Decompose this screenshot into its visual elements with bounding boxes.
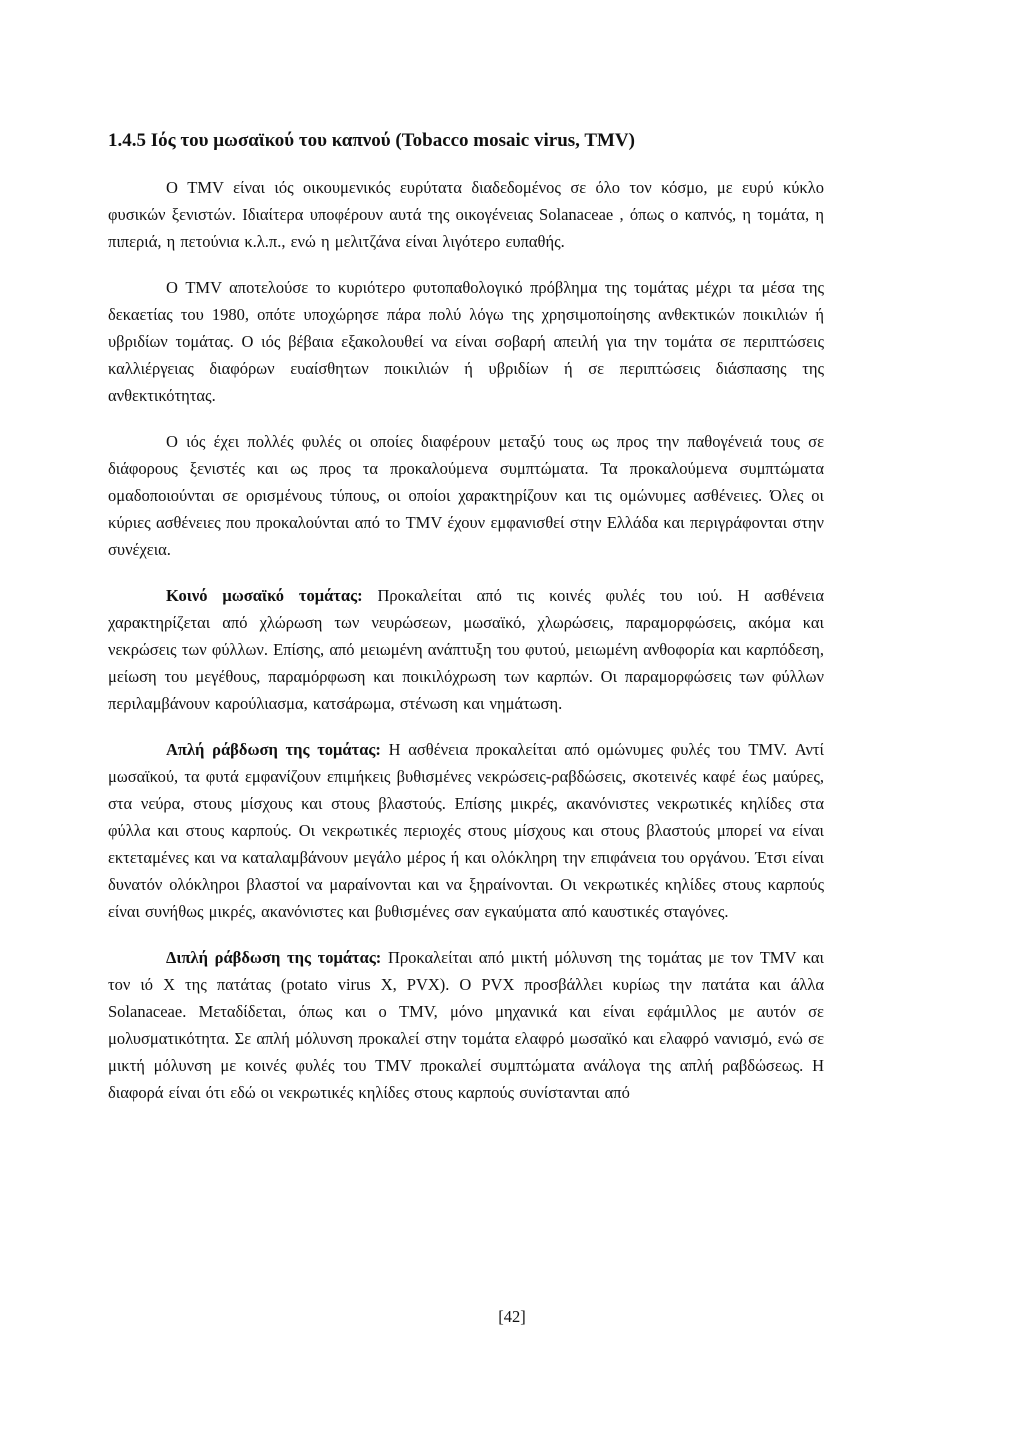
paragraph-history	[108, 274, 824, 409]
paragraph-text: Ο TMV είναι ιός οικουμενικός ευρύτατα διαδεδομένος σε όλο τον κόσμο, με ευρύ κύκλο φυσικών ξενιστών. Ιδιαίτερα υποφέρουν αυτά της οικογένειας Solanaceae , όπως ο καπνός, η τομάτα, η πιπεριά, η πετούνια κ.λ.π., ενώ η μελιτζάνα είναι λιγότερο ευπαθής.	[108, 178, 824, 251]
paragraph-text: Προκαλείται από τις κοινές φυλές του ιού. Η ασθένεια χαρακτηρίζεται από χλώρωση των νευρώσεων, μωσαϊκό, χλωρώσεις, παραμορφώσεις, ακόμα και νεκρώσεις των φύλλων. Επίσης, από μειωμένη ανάπτυξη του φυτού, μειωμένη ανθοφορία και καρπόδεση, μείωση του μεγέθους, παραμόρφωση και ποικιλόχρωση των καρπών. Οι παραμορφώσεις των φύλλων περιλαμβάνουν καρούλιασμα, κατσάρωμα, στένωση και νημάτωση.	[108, 586, 824, 713]
term-simple-streak: Απλή ράβδωση της τομάτας:	[166, 740, 381, 759]
document-page	[108, 128, 824, 1125]
paragraph-simple-streak	[108, 736, 824, 925]
paragraph-intro	[108, 174, 824, 255]
section-heading: 1.4.5 Ιός του μωσαϊκού του καπνού (Tobacco mosaic virus, TMV)	[108, 130, 635, 151]
page-number: [42]	[498, 1307, 526, 1326]
paragraph-text: Η ασθένεια προκαλείται από ομώνυμες φυλές του TMV. Αντί μωσαϊκού, τα φυτά εμφανίζουν επιμήκεις βυθισμένες νεκρώσεις-ραβδώσεις, σκοτεινές καφέ έως μαύρες, στα νεύρα, στους μίσχους και στους βλαστούς. Επίσης μικρές, ακανόνιστες νεκρωτικές κηλίδες στα φύλλα και στους καρπούς. Οι νεκρωτικές περιοχές στους μίσχους και στους βλαστούς μπορεί να είναι εκτεταμένες και να καταλαμβάνουν μεγάλο μέρος ή και ολόκληρη την επιφάνεια του οργάνου. Έτσι είναι δυνατόν ολόκληροι βλαστοί να μαραίνονται και να ξηραίνονται. Οι νεκρωτικές κηλίδες στους καρπούς είναι συνήθως μικρές, ακανόνιστες και βυθισμένες σαν εγκαύματα από καυστικές σταγόνες.	[108, 740, 824, 921]
term-double-streak: Διπλή ράβδωση της τομάτας:	[166, 948, 382, 967]
paragraph-text: Προκαλείται από μικτή μόλυνση της τομάτας με τον TMV και τον ιό Χ της πατάτας (potato virus X, PVX). Ο PVX προσβάλλει κυρίως την πατάτα και άλλα Solanaceae. Μεταδίδεται, όπως και ο TMV, μόνο μηχανικά και είναι εφάμιλλος με αυτόν σε μολυσματικότητα. Σε απλή μόλυνση προκαλεί στην τομάτα ελαφρό μωσαϊκό και ελαφρό νανισμό, ενώ σε μικτή μόλυνση με κοινές φυλές του TMV προκαλεί συμπτώματα ανάλογα της απλή ραβδώσεως. Η διαφορά είναι ότι εδώ οι νεκρωτικές κηλίδες στους καρπούς συνίστανται από	[108, 948, 824, 1102]
paragraph-double-streak	[108, 944, 824, 1106]
term-common-mosaic: Κοινό μωσαϊκό τομάτας:	[166, 586, 363, 605]
paragraph-common-mosaic	[108, 582, 824, 717]
paragraph-strains	[108, 428, 824, 563]
paragraph-text: Ο ιός έχει πολλές φυλές οι οποίες διαφέρουν μεταξύ τους ως προς την παθογένειά τους σε διάφορους ξενιστές και ως προς τα προκαλούμενα συμπτώματα. Τα προκαλούμενα συμπτώματα ομαδοποιούνται σε ορισμένους τύπους, οι οποίοι χαρακτηρίζουν και τις ομώνυμες ασθένειες. Όλες οι κύριες ασθένειες που προκαλούνται από το TMV έχουν εμφανισθεί στην Ελλάδα και περιγράφονται στην συνέχεια.	[108, 432, 824, 559]
paragraph-text: Ο TMV αποτελούσε το κυριότερο φυτοπαθολογικό πρόβλημα της τομάτας μέχρι τα μέσα της δεκαετίας του 1980, οπότε υποχώρησε πάρα πολύ λόγω της χρησιμοποίησης ανθεκτικών ποικιλιών ή υβριδίων τομάτας. Ο ιός βέβαια εξακολουθεί να είναι σοβαρή απειλή για την τομάτα σε περιπτώσεις καλλιέργειας διαφόρων ευαίσθητων ποικιλιών ή υβριδίων ή σε περιπτώσεις διάσπασης της ανθεκτικότητας.	[108, 278, 824, 405]
